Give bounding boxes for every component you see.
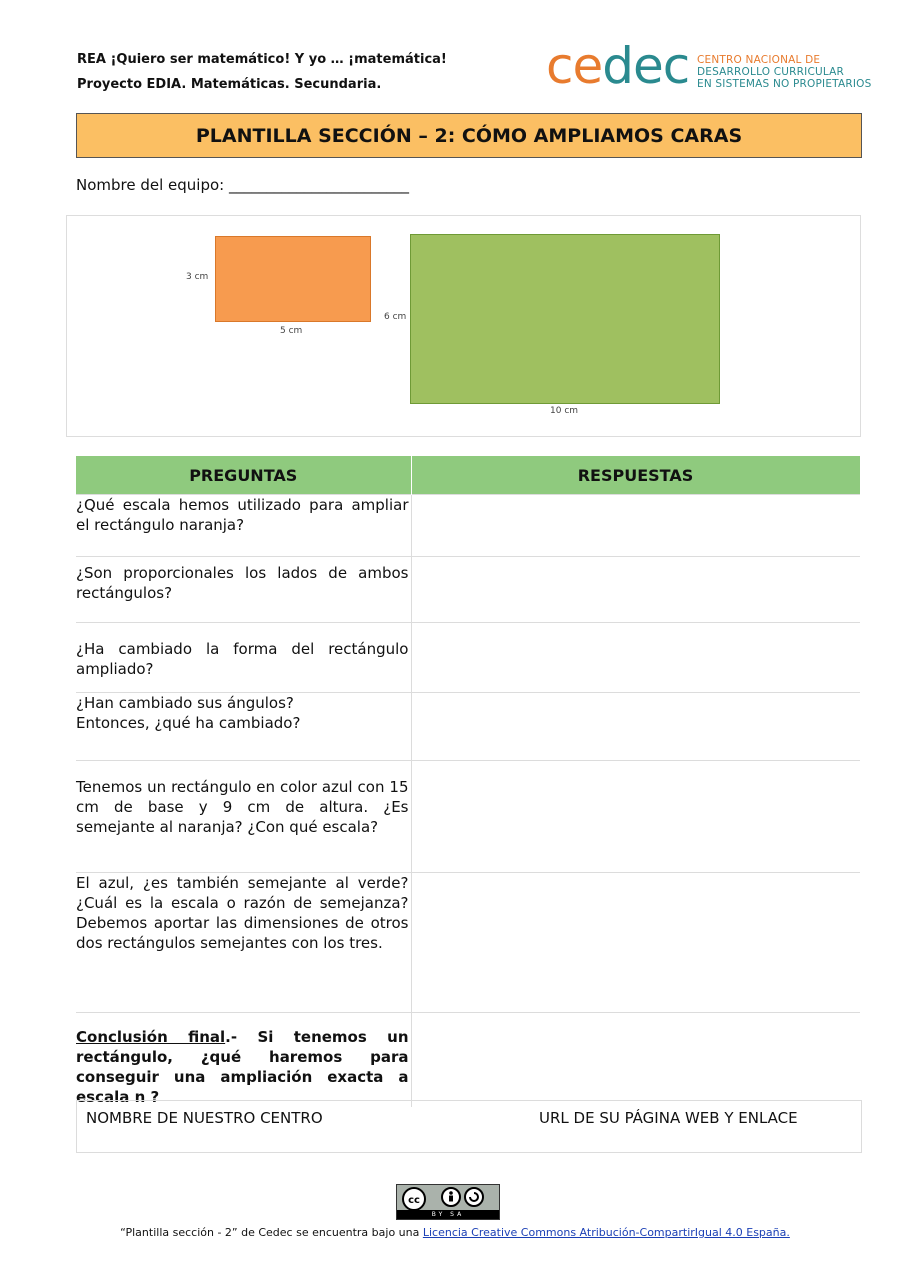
question-cell: Tenemos un rectángulo en color azul con 15 cm de base y 9 cm de altura. ¿Es semejante al naranja? ¿Con qué escala? [76,761,411,873]
cedec-logo-subtitle [697,54,871,90]
green-height-label: 6 cm [384,312,407,322]
logo-subtitle-line: EN SISTEMAS NO PROPIETARIOS [697,78,872,90]
license-link[interactable]: Licencia Creative Commons Atribución-CompartirIgual 4.0 España. [422,1226,790,1239]
conclusion-text: .- Si tenemos un rectángulo, ¿qué haremos para conseguir una ampliación exacta a escala n ? [76,1028,409,1106]
green-rectangle [410,234,720,404]
license-prefix: “Plantilla sección - 2” de Cedec se encuentra bajo una [120,1226,423,1239]
header-subject-line: Proyecto EDIA. Matemáticas. Secundaria. [77,77,382,92]
conclusion-cell [76,1013,411,1108]
green-width-label: 10 cm [550,406,579,416]
orange-height-label: 3 cm [186,272,209,282]
school-name-label: NOMBRE DE NUESTRO CENTRO [86,1109,323,1127]
orange-rectangle [215,236,371,322]
answers-header: RESPUESTAS [411,456,860,495]
answer-cell[interactable] [411,761,860,873]
questions-header: PREGUNTAS [76,456,411,495]
question-cell: ¿Han cambiado sus ángulos? Entonces, ¿qué ha cambiado? [76,693,411,761]
answer-cell[interactable] [411,623,860,693]
answer-cell[interactable] [411,557,860,623]
conclusion-label: Conclusión final [76,1028,226,1046]
team-name-field[interactable]: Nombre del equipo: ________________________ [76,176,409,194]
answer-cell[interactable] [411,495,860,557]
school-footer-row [76,1100,862,1153]
question-cell: ¿Qué escala hemos utilizado para ampliar el rectángulo naranja? [76,495,411,557]
question-cell: ¿Son proporcionales los lados de ambos rectángulos? [76,557,411,623]
orange-width-label: 5 cm [280,326,303,336]
answer-cell[interactable] [411,873,860,1013]
table-row [76,1013,860,1108]
license-notice [0,1226,910,1239]
cc-badge-label: BY SA [397,1210,499,1219]
table-row [76,623,860,693]
school-url-label[interactable]: URL DE SU PÁGINA WEB Y ENLACE [539,1109,798,1127]
page-title: PLANTILLA SECCIÓN – 2: CÓMO AMPLIAMOS CARAS [76,113,862,158]
table-row [76,693,860,761]
cc-by-sa-icon [397,1185,499,1211]
question-cell: El azul, ¿es también semejante al verde? ¿Cuál es la escala o razón de semejanza? Debemos aportar las dimensiones de otros dos rectángulos semejantes con los tres. [76,873,411,1013]
question-cell: ¿Ha cambiado la forma del rectángulo ampliado? [76,623,411,693]
table-row [76,557,860,623]
svg-text:cc: cc [408,1195,420,1206]
table-row [76,761,860,873]
logo-subtitle-line: CENTRO NACIONAL DE [697,54,821,66]
header-project-line: REA ¡Quiero ser matemático! Y yo … ¡matemática! [77,52,447,67]
logo-subtitle-line: DESARROLLO CURRICULAR [697,66,845,78]
table-row [76,873,860,1013]
questions-table [76,456,861,1107]
cedec-logo-part1: ce [546,37,603,95]
cedec-logo-part2: dec [602,37,690,95]
answer-cell[interactable] [411,693,860,761]
cedec-logo [546,36,689,96]
table-row [76,495,860,557]
answer-cell[interactable] [411,1013,860,1108]
